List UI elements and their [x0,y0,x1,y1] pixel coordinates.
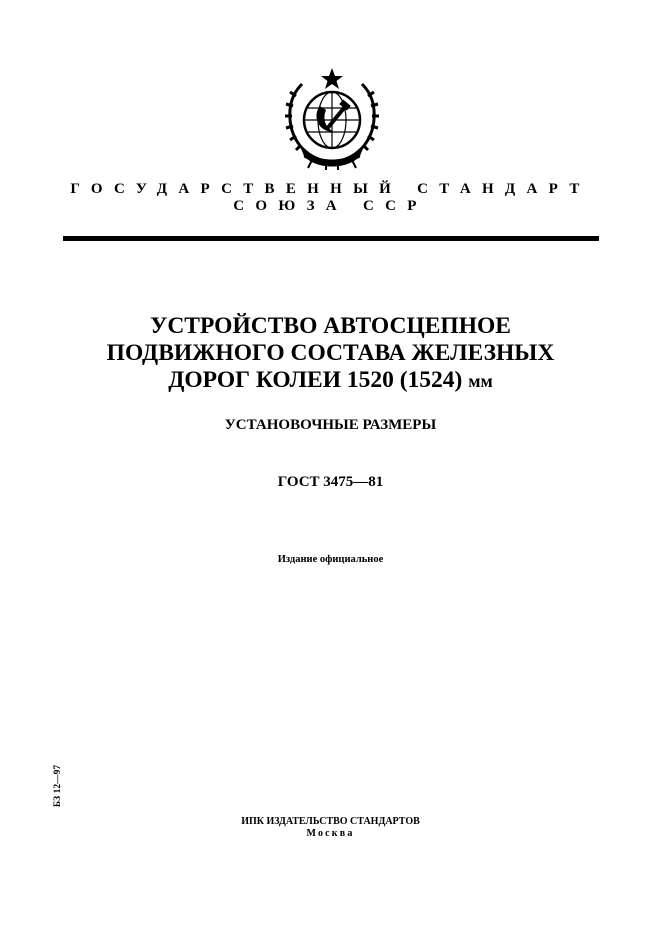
publisher-name: ИПК ИЗДАТЕЛЬСТВО СТАНДАРТОВ [241,816,420,827]
document-title-line-3 [0,367,661,395]
standard-number: ГОСТ 3475—81 [277,474,384,490]
document-title-unit: мм [468,371,493,391]
edition-label: Издание официальное [277,554,384,565]
publisher-city: Москва [306,828,355,839]
ussr-coat-of-arms-icon [282,66,382,170]
side-code: БЗ 12—97 [53,764,63,808]
header-divider [63,236,599,241]
document-title-line-1: УСТРОЙСТВО АВТОСЦЕПНОЕ [150,313,511,339]
document-subtitle: УСТАНОВОЧНЫЕ РАЗМЕРЫ [224,417,437,433]
standard-type-heading: ГОСУДАРСТВЕННЫЙ СТАНДАРТ [70,181,591,197]
standard-country-heading: СОЮЗА ССР [233,198,428,214]
document-title-line-2: ПОДВИЖНОГО СОСТАВА ЖЕЛЕЗНЫХ [106,340,555,366]
document-title-line-3-main: ДОРОГ КОЛЕИ 1520 (1524) [168,367,463,393]
